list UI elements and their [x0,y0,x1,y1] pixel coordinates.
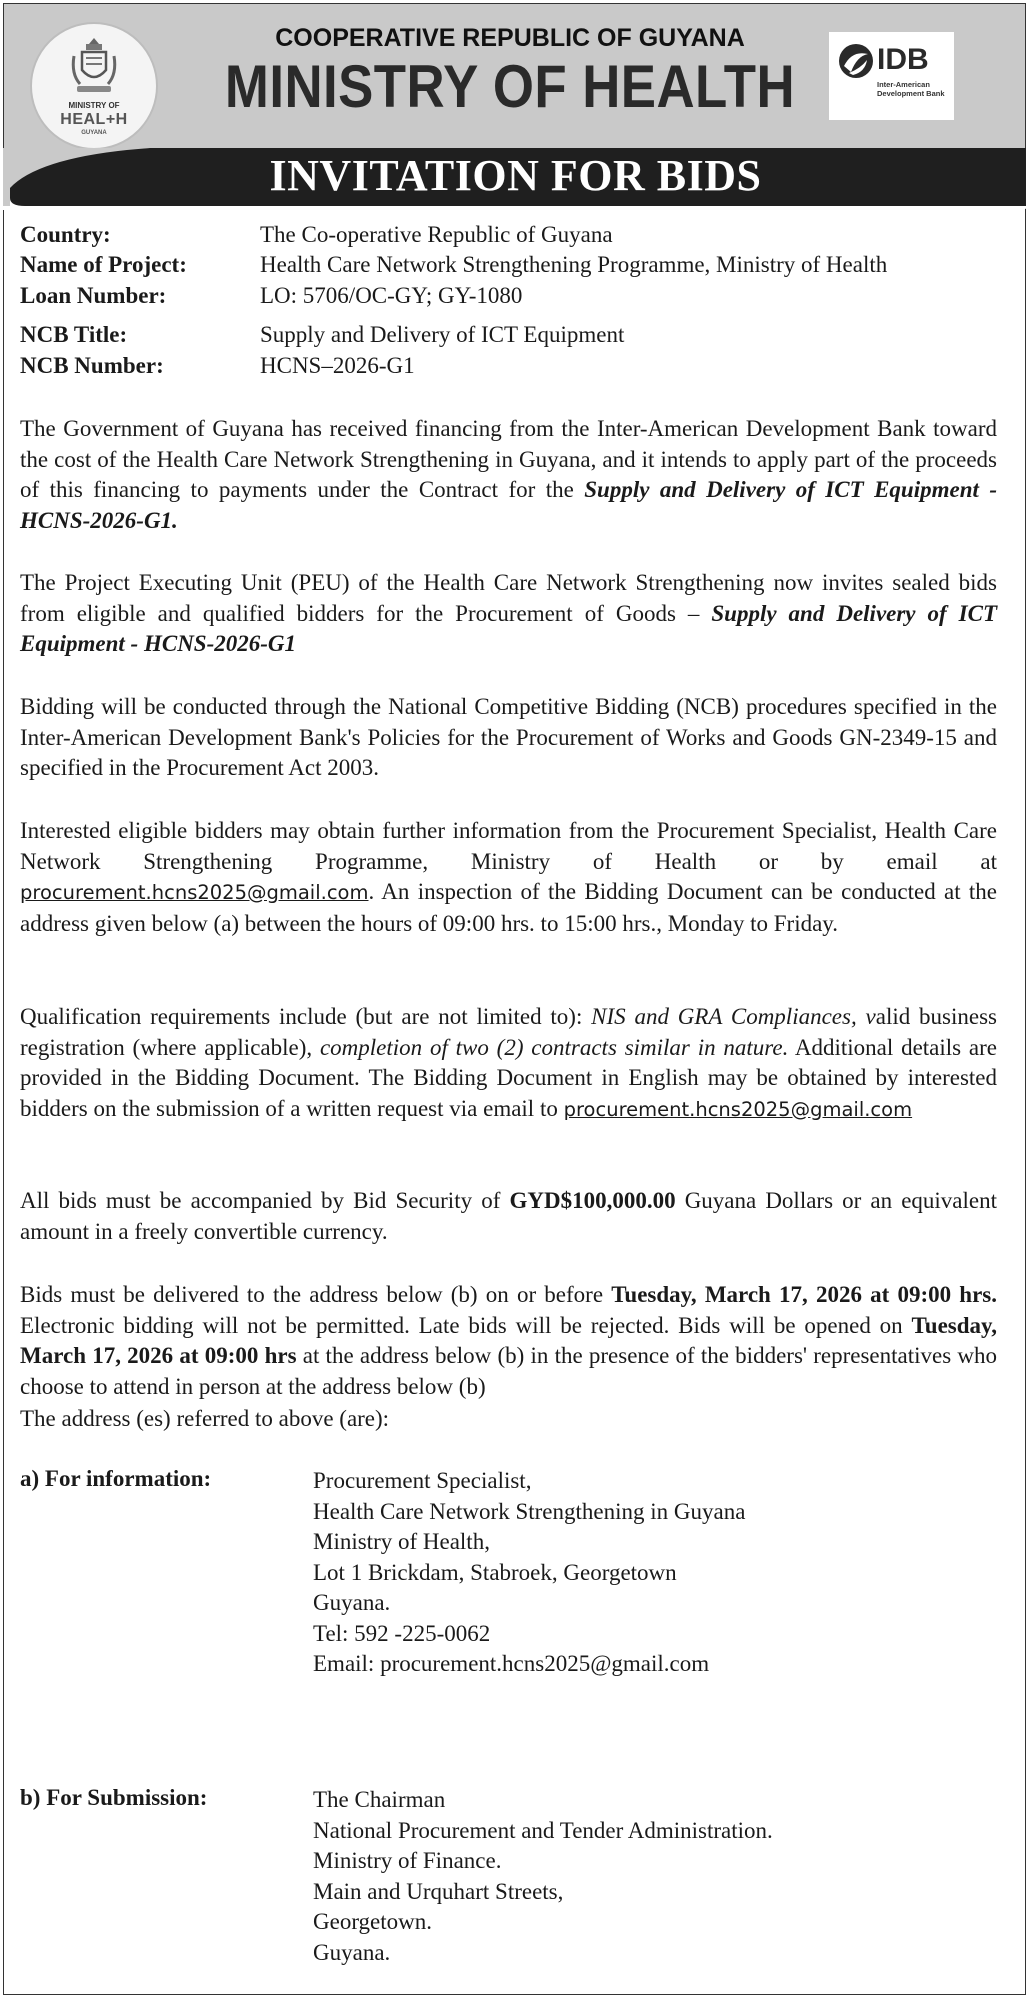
paragraph-deadline [20,1280,997,1402]
contract-name: Supply and Delivery of ICT Equipment - HCNS-2026-G1. [20,477,997,533]
loan-number-value: LO: 5706/OC-GY; GY-1080 [260,283,523,308]
qualification-registration: alid business registration (where applicable), [20,1004,997,1060]
paragraph-financing-text: The Government of Guyana has received financing from the Inter-American Development Bank toward the cost of the Health Care Network Strengthening in Guyana, and it intends to apply part of the proceeds of this financing to payments under the Contract for the [20,416,997,502]
address-line: Main and Urquhart Streets, [313,1878,564,1904]
idb-fullname-line2: Development Bank [877,89,945,98]
invitation-title: INVITATION FOR BIDS [269,151,762,200]
address-line: Guyana. [313,1590,391,1615]
republic-heading: COOPERATIVE REPUBLIC OF GUYANA [275,24,745,52]
project-name-value: Health Care Network Strengthening Programme, Ministry of Health [260,252,888,277]
country-label: Country: [20,222,111,247]
seal-guyana-text: GUYANA [81,130,107,136]
ncb-number-label: NCB Number: [20,353,164,378]
rules-text: Electronic bidding will not be permitted. Late bids will be rejected. Bids will be opened on [20,1312,912,1338]
ncb-title-label: NCB Title: [20,322,128,347]
ministry-of-health-seal [30,22,158,150]
deadline-text: Bids must be delivered to the address below (b) on or before [20,1282,612,1307]
idb-swirl-icon [837,42,875,80]
address-line: Ministry of Health, [313,1529,490,1554]
info-address [313,1466,745,1680]
ministry-heading: MINISTRY OF HEALTH [224,53,796,120]
address-line: Guyana. [313,1939,391,1965]
paragraph-qualification [20,1002,997,1125]
submission-deadline: Tuesday, March 17, 2026 at 09:00 hrs. [611,1282,997,1307]
address-line: The Chairman [313,1787,446,1812]
procurement-name: Supply and Delivery of ICT Equipment - HCNS-2026-G1 [20,600,997,656]
loan-number-label: Loan Number: [20,283,167,308]
paragraph-invitation [20,568,997,660]
addresses-intro: The address (es) referred to above (are): [20,1406,390,1431]
info-address-label: a) For information: [20,1466,212,1491]
email-line: Email: procurement.hcns2025@gmail.com [313,1651,710,1676]
qualification-contracts: completion of two (2) contracts similar in nature. [319,1034,789,1060]
address-line: Lot 1 Brickdam, Stabroek, Georgetown [313,1559,677,1585]
address-line: Procurement Specialist, [313,1468,532,1493]
project-name-label: Name of Project: [20,252,187,277]
idb-logo [829,32,954,120]
idb-abbr: IDB [877,43,929,76]
paragraph-ncb-procedures: Bidding will be conducted through the National Competitive Bidding (NCB) procedures specified in the Inter-American Development Bank's Policies for the Procurement of Works and Goods GN-2349-15 and specified in the Procurement Act 2003. [20,694,997,780]
coat-of-arms-icon [69,34,119,96]
submission-address-label: b) For Submission: [20,1785,208,1810]
opening-text: at the address below (b) in the presence of the bidders' representatives who choose to attend in person at the address below (b) [20,1343,997,1399]
ncb-title-value: Supply and Delivery of ICT Equipment [260,322,625,347]
procurement-email-link[interactable]: procurement.hcns2025@gmail.com [20,881,369,904]
paragraph-bid-security [20,1186,997,1247]
qualification-intro: Qualification requirements include (but are not limited to): [20,1004,592,1029]
telephone: Tel: 592 -225-0062 [313,1620,491,1646]
ncb-number-value: HCNS–2026-G1 [260,353,415,378]
bidding-document-text: Additional details are provided in the Bidding Document. The Bidding Document in English may be obtained by interested bidders on the submission of a written request via email to [20,1034,997,1121]
bid-security-currency: Guyana Dollars or an equivalent amount in a freely convertible currency. [20,1188,998,1244]
address-line: Georgetown. [313,1909,433,1934]
submission-address [313,1785,773,1968]
idb-fullname-line1: Inter-American [877,80,930,89]
procurement-email-link-2[interactable]: procurement.hcns2025@gmail.com [563,1097,913,1121]
opening-date: Tuesday, March 17, 2026 at 09:00 hrs [20,1312,997,1368]
paragraph-invitation-text: The Project Executing Unit (PEU) of the Health Care Network Strengthening now invites sealed bids from eligible and qualified bidders for the Procurement of Goods – [20,570,997,626]
bid-security-text: All bids must be accompanied by Bid Security of [20,1188,510,1213]
paragraph-financing [20,414,997,536]
idb-fullname [877,80,949,98]
inspection-text: . An inspection of the Bidding Document can be conducted at the address given below (a) between the hours of 09:00 hrs. to 15:00 hrs., Monday to Friday. [20,879,997,936]
country-value: The Co-operative Republic of Guyana [260,222,613,247]
seal-health-text: HEAL+H [60,111,128,128]
seal-ministry-text: MINISTRY OF [68,101,120,110]
qualification-compliances: NIS and GRA Compliances, v [591,1004,876,1029]
address-line: Ministry of Finance. [313,1848,502,1873]
address-line: Health Care Network Strengthening in Guyana [313,1498,746,1524]
further-info-text: Interested eligible bidders may obtain further information from the Procurement Specialist, Health Care Network Strengthening Programme, Ministry of Health or by email at [20,818,997,874]
paragraph-further-info [20,816,997,939]
address-line: National Procurement and Tender Administration. [313,1817,773,1843]
bid-security-amount: GYD$100,000.00 [509,1188,676,1213]
